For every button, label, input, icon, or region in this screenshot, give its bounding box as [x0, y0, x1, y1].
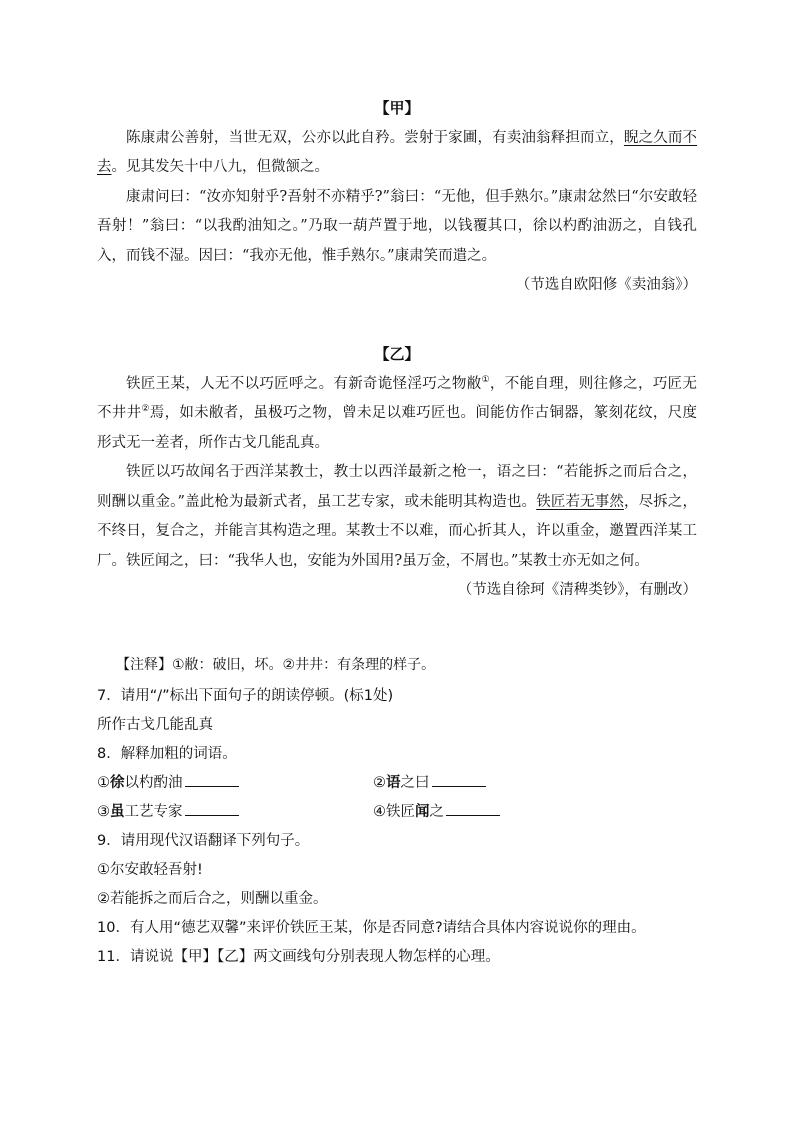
question-9: 9．请用现代汉语翻译下列句子。 — [97, 833, 310, 849]
text-segment: ，不能自理，则往修之，巧匠无不井井 — [97, 375, 697, 421]
bold-word: 语 — [386, 775, 401, 791]
questions-section — [97, 682, 707, 972]
answer-blank[interactable] — [432, 772, 486, 787]
question-8-row-1 — [97, 769, 707, 798]
text-segment: 以杓酌油 — [124, 775, 183, 791]
question-8-item-2 — [373, 769, 486, 798]
question-10: 10．有人用“德艺双馨”来评价铁匠王某，你是否同意?请结合具体内容说说你的理由。 — [97, 920, 646, 936]
bold-word: 虽 — [110, 804, 125, 820]
text-segment: 之 — [429, 804, 444, 820]
passage-yi-heading: 【乙】 — [374, 345, 420, 363]
question-8-row-2 — [97, 798, 707, 827]
question-7: 7．请用“/”标出下面句子的朗读停顿。(标1处) — [97, 688, 394, 704]
passage-yi-source: （节选自徐珂《清稗类钞》，有删改） — [457, 582, 697, 598]
question-7-sentence: 所作古戈几能乱真 — [97, 717, 213, 733]
text-segment: 。见其发矢十中八九，但微颔之。 — [111, 159, 329, 175]
passage-yi — [97, 340, 697, 606]
question-8-item-4 — [373, 798, 500, 827]
answer-blank[interactable] — [185, 801, 239, 816]
footnote-marker: ① — [481, 374, 490, 385]
text-segment: ③ — [97, 804, 110, 820]
annotation-note: 【注释】①敝：破旧，坏。②井井：有条理的样子。 — [116, 657, 436, 673]
question-8-item-1 — [97, 775, 239, 791]
text-segment: ，尽拆之，不终日，复合之，并能言其构造之理。某教士不以难，而心折其人，许以重金，邀置西洋某工厂。铁匠闻之，曰：“我华人也，安能为外国用?虽万金，不屑也。”某教士亦无如之何。 — [97, 493, 698, 569]
bold-word: 徐 — [110, 775, 125, 791]
passage-jia — [97, 94, 697, 301]
answer-blank[interactable] — [185, 772, 239, 787]
question-8: 8．解释加粗的词语。 — [97, 746, 237, 762]
underlined-sentence: 睨之久而不去 — [97, 129, 698, 175]
passage-jia-source: （节选自欧阳修《卖油翁》） — [515, 277, 697, 293]
text-segment: 铁匠王某，人无不以巧匠呼之。有新奇诡怪淫巧之物敝 — [126, 375, 482, 392]
underlined-sentence: 铁匠若无事然 — [536, 493, 624, 510]
text-segment: ① — [97, 775, 110, 791]
text-segment: 焉，如未敝者，虽极巧之物，曾未足以难巧匠也。间能仿作古铜器，篆刻花纹，尺度形式无一差者，所作古戈几能乱真。 — [97, 405, 698, 451]
answer-blank[interactable] — [446, 801, 500, 816]
text-segment: 陈康肃公善射，当世无双，公亦以此自矜。尝射于家圃，有卖油翁释担而立， — [126, 129, 624, 146]
text-segment: ② — [373, 775, 386, 791]
passage-jia-heading: 【甲】 — [374, 99, 420, 117]
passage-jia-paragraph-1 — [97, 124, 697, 183]
text-segment: ④铁匠 — [373, 804, 415, 820]
question-9-sentence-2: ②若能拆之而后合之，则酬以重金。 — [97, 891, 328, 907]
text-segment: 工艺专家 — [124, 804, 183, 820]
bold-word: 闻 — [415, 804, 430, 820]
question-11: 11．请说说【甲】【乙】两文画线句分别表现人物怎样的心理。 — [97, 949, 500, 965]
passage-yi-paragraph-1 — [97, 370, 697, 459]
question-9-sentence-1: ①尔安敢轻吾射! — [97, 862, 203, 878]
footnote-marker: ② — [141, 404, 150, 415]
text-segment: 铁匠以巧故闻名于西洋某教士，教士以西洋最新之枪一，语之曰：“若能拆之而后合之，则酬以重金。”盖此枪为最新式者，虽工艺专家，或未能明其构造也。 — [97, 464, 697, 510]
passage-jia-paragraph-2: 康肃问曰：“汝亦知射乎?吾射不亦精乎?”翁曰：“无他，但手熟尔。”康肃忿然曰“尔安敢轻吾射！”翁曰：“以我酌油知之。”乃取一葫芦置于地，以钱覆其口，徐以杓酌油沥之，自钱孔入，而钱不湿。因曰：“我亦无他，惟手熟尔。”康肃笑而遣之。 — [97, 188, 697, 264]
passage-yi-paragraph-2 — [97, 458, 697, 576]
text-segment: 之曰 — [400, 775, 430, 791]
question-8-item-3 — [97, 804, 239, 820]
